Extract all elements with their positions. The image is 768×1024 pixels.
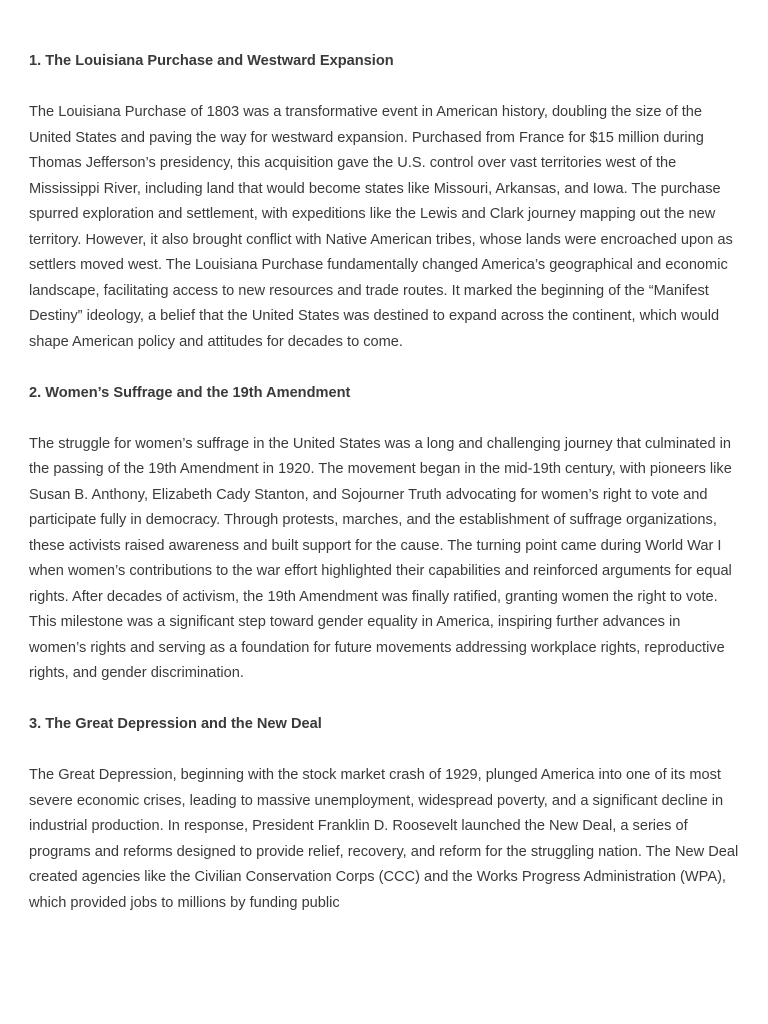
section-heading: 3. The Great Depression and the New Deal — [29, 716, 322, 732]
section-louisiana-purchase — [29, 49, 741, 355]
section-great-depression — [29, 712, 741, 916]
section-paragraph: The Great Depression, beginning with the stock market crash of 1929, plunged America into one of its most severe economic crises, leading to massive unemployment, widespread poverty, and a significant decline in industrial production. In response, President Franklin D. Roosevelt launched the New Deal, a series of programs and reforms designed to provide relief, recovery, and reform for the struggling nation. The New Deal created agencies like the Civilian Conservation Corps (CCC) and the Works Progress Administration (WPA), which provided jobs to millions by funding public — [29, 767, 739, 911]
section-heading: 1. The Louisiana Purchase and Westward Expansion — [29, 53, 394, 69]
section-paragraph: The Louisiana Purchase of 1803 was a transformative event in American history, doubling the size of the United States and paving the way for westward expansion. Purchased from France for $15 million during Thomas Jefferson’s presidency, this acquisition gave the U.S. control over vast territories west of the Mississippi River, including land that would become states like Missouri, Arkansas, and Iowa. The purchase spurred exploration and settlement, with expeditions like the Lewis and Clark journey mapping out the new territory. However, it also brought conflict with Native American tribes, whose lands were encroached upon as settlers moved west. The Louisiana Purchase fundamentally changed America’s geographical and economic landscape, facilitating access to new resources and trade routes. It marked the beginning of the “Manifest Destiny” ideology, a belief that the United States was destined to expand across the continent, which would shape American policy and attitudes for decades to come. — [29, 104, 733, 350]
section-womens-suffrage — [29, 381, 741, 687]
section-heading: 2. Women’s Suffrage and the 19th Amendment — [29, 384, 351, 401]
section-paragraph: The struggle for women’s suffrage in the United States was a long and challenging journey that culminated in the passing of the 19th Amendment in 1920. The movement began in the mid-19th century, with pioneers like Susan B. Anthony, Elizabeth Cady Stanton, and Sojourner Truth advocating for women’s right to vote and participate fully in democracy. Through protests, marches, and the establishment of suffrage organizations, these activists raised awareness and built support for the cause. The turning point came during World War I when women’s contributions to the war effort highlighted their capabilities and reinforced arguments for equal rights. After decades of activism, the 19th Amendment was finally ratified, granting women the right to vote. This milestone was a significant step toward gender equality in America, inspiring further advances in women’s rights and serving as a foundation for future movements addressing workplace rights, reproductive rights, and gender discrimination. — [29, 435, 732, 681]
